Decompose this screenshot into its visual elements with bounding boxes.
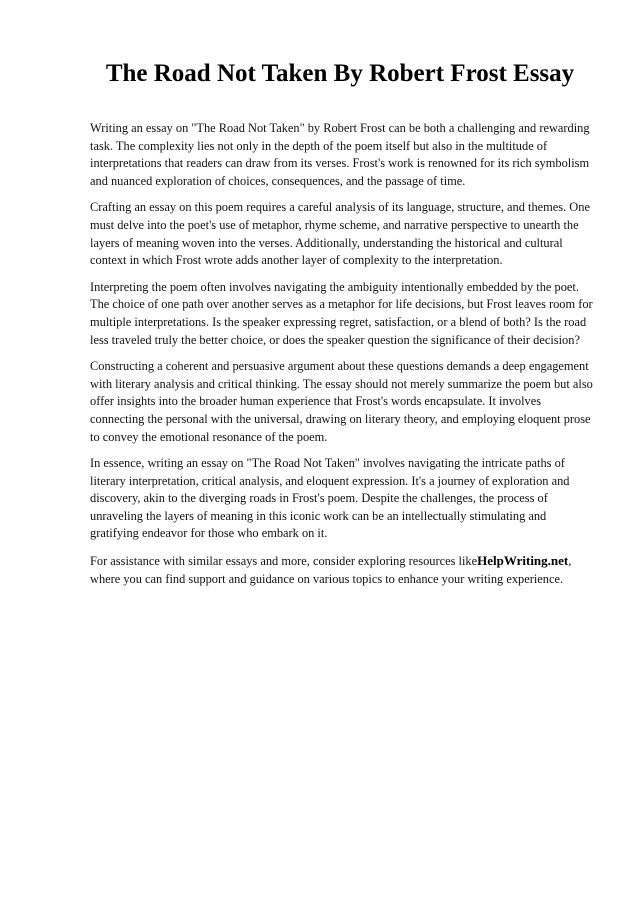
essay-body	[90, 120, 594, 597]
paragraph-2: Crafting an essay on this poem requires a careful analysis of its language, structure, and themes. One must delve into the poet's use of metaphor, rhyme scheme, and narrative perspective to unearth the layers of meaning woven into the verses. Additionally, understanding the historical and cultural context in which Frost wrote adds another layer of complexity to the interpretation.	[90, 200, 590, 268]
closing-text-after: , where you can find support and guidance on various topics to enhance your writing experience.	[90, 554, 572, 586]
page-title: The Road Not Taken By Robert Frost Essay	[105, 60, 575, 87]
paragraph-5: In essence, writing an essay on "The Road Not Taken" involves navigating the intricate paths of literary interpretation, critical analysis, and eloquent expression. It's a journey of exploration and discovery, akin to the diverging roads in Frost's poem. Despite the challenges, the process of unraveling the layers of meaning in this iconic work can be an intellectually stimulating and gratifying endeavor for those who embark on it.	[90, 456, 570, 541]
brand-link[interactable]: HelpWriting.net	[477, 553, 569, 569]
paragraph-1: Writing an essay on "The Road Not Taken" by Robert Frost can be both a challenging and rewarding task. The complexity lies not only in the depth of the poem itself but also in the multitude of interpretations that readers can draw from its verses. Frost's work is renowned for its rich symbolism and nuanced exploration of choices, consequences, and the passage of time.	[90, 121, 590, 188]
paragraph-3: Interpreting the poem often involves navigating the ambiguity intentionally embedded by the poet. The choice of one path over another serves as a metaphor for life decisions, but Frost leaves room for multiple interpretations. Is the speaker expressing regret, satisfaction, or a blend of both? Is the road less traveled truly the better choice, or does the speaker question the significance of their decision?	[90, 279, 593, 347]
paragraph-4: Constructing a coherent and persuasive argument about these questions demands a deep engagement with literary analysis and critical thinking. The essay should not merely summarize the poem but also offer insights into the broader human experience that Frost's words encapsulate. It involves connecting the personal with the universal, drawing on literary theory, and employing eloquent prose to convey the emotional resonance of the poem.	[90, 359, 593, 444]
closing-paragraph	[90, 552, 594, 588]
closing-text-before: For assistance with similar essays and more, consider exploring resources like	[90, 554, 478, 569]
